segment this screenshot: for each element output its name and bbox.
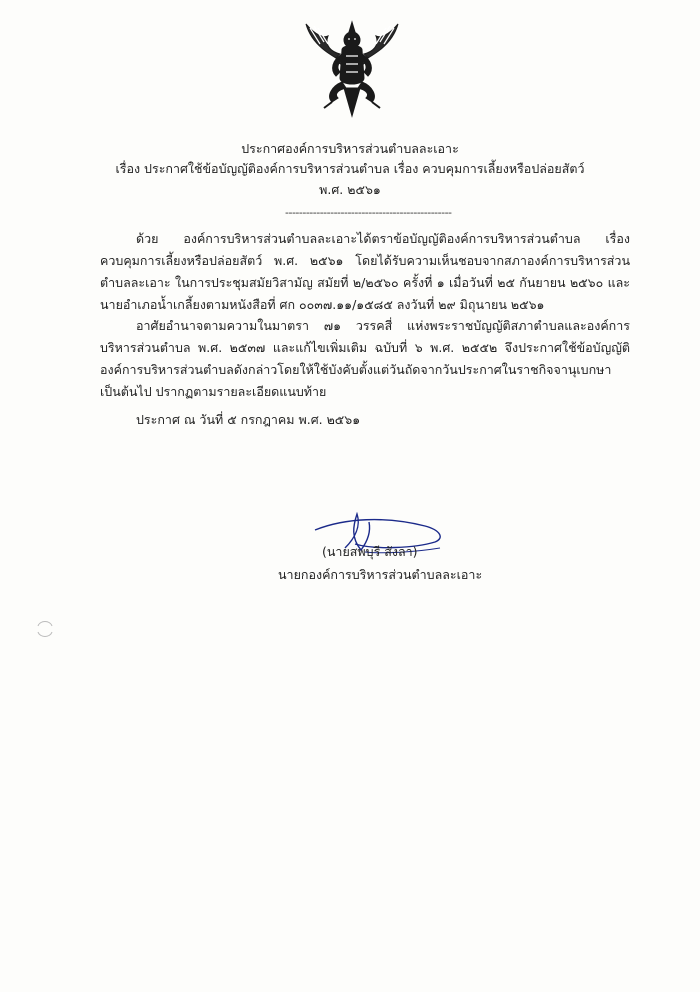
body-paragraph-1: ด้วย องค์การบริหารส่วนตำบลละเอาะได้ตราข้อบัญญัติองค์การบริหารส่วนตำบล เรื่อง ควบคุมการเลี้ยงหรือปล่อยสัตว์ พ.ศ. ๒๕๖๑ โดยได้รับความเห็นชอบจากสภาองค์การบริหารส่วนตำบลละเอาะ ในการประชุมสมัยวิสามัญ สมัยที่ ๒/๒๕๖๐ ครั้งที่ ๑ เมื่อวันที่ ๒๕ กันยายน ๒๕๖๐ และนายอำเภอน้ำเกลี้ยงตามหนังสือที่ ศก ๐๐๓๗.๑๑/๑๕๘๕ ลงวันที่ ๒๙ มิถุนายน ๒๕๖๑ (100, 231, 630, 312)
body-paragraph-2: อาศัยอำนาจตามความในมาตรา ๗๑ วรรคสี่ แห่งพระราชบัญญัติสภาตำบลและองค์การบริหารส่วนตำบล พ.ศ. ๒๕๓๗ และแก้ไขเพิ่มเติม ฉบับที่ ๖ พ.ศ. ๒๕๕๒ จึงประกาศใช้ข้อบัญญัติองค์การบริหารส่วนตำบลดังกล่าวโดยให้ใช้บังคับตั้งแต่วันถัดจากวันประกาศในราชกิจจานุเบกษาเป็นต้นไป ปรากฏตามรายละเอียดแนบท้าย (100, 318, 630, 399)
announcement-year: พ.ศ. ๒๕๖๑ (319, 182, 381, 197)
announcement-subject: เรื่อง ประกาศใช้ข้อบัญญัติองค์การบริหารส่วนตำบล เรื่อง ควบคุมการเลี้ยงหรือปล่อยสัตว์ (115, 161, 585, 176)
announcement-date: ประกาศ ณ วันที่ ๕ กรกฎาคม พ.ศ. ๒๕๖๑ (136, 412, 361, 427)
garuda-emblem-icon (302, 16, 402, 126)
divider-line: ------------------------------------------------ (285, 206, 452, 219)
signer-position: นายกองค์การบริหารส่วนตำบลละเอาะ (278, 567, 483, 582)
announcement-title: ประกาศองค์การบริหารส่วนตำบลละเอาะ (241, 141, 459, 156)
punch-hole-mark (34, 618, 56, 640)
signer-name: (นายสพบุรี สังลา) (322, 544, 418, 559)
